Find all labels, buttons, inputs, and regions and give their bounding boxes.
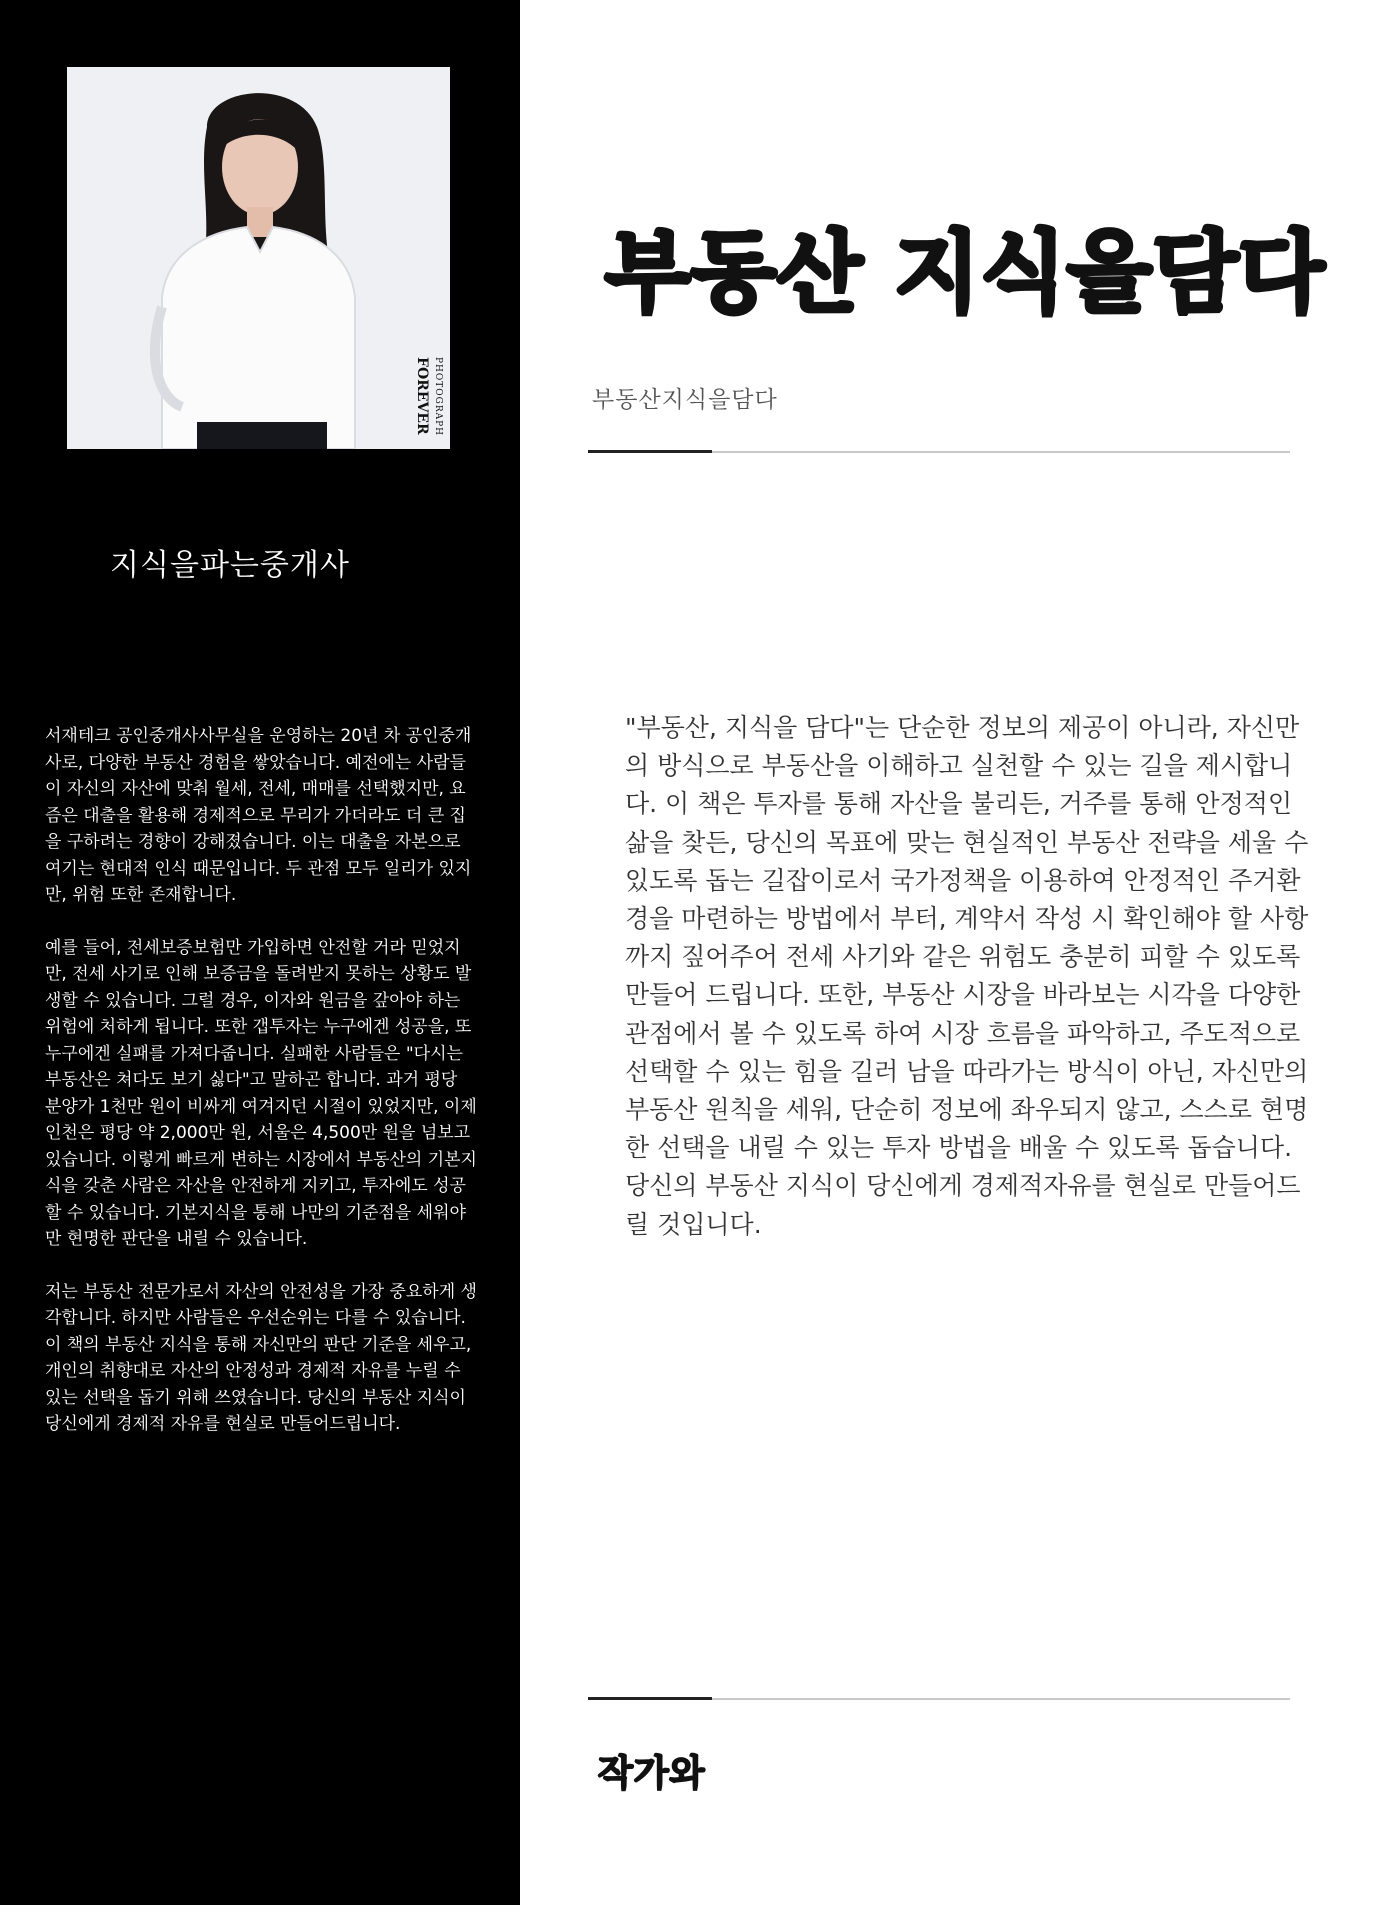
author-photo xyxy=(67,67,450,449)
top-divider xyxy=(588,451,1290,453)
watermark-line2: FOREVER xyxy=(414,357,430,435)
author-sidebar xyxy=(0,0,520,1905)
photo-watermark xyxy=(414,357,446,449)
author-name: 지식을파는중개사 xyxy=(110,548,350,583)
book-subtitle: 부동산지식을담다 xyxy=(592,387,778,413)
bio-paragraph-2: 예를 들어, 전세보증보험만 가입하면 안전할 거라 믿었지만, 전세 사기로 인해 보증금을 돌려받지 못하는 상황도 발생할 수 있습니다. 그럴 경우, 이자와 원금을 갚아야 하는 위험에 처하게 됩니다. 또한 갭투자는 누구에겐 성공을, 또 누구에겐 실패를 가져다줍니다. 실패한 사람들은 "다시는 부동산은 쳐다도 보기 싫다"고 말하곤 합니다. 과거 평당 분양가 1천만 원이 비싸게 여겨지던 시절이 있었지만, 이제 인천은 평당 약 2,000만 원, 서울은 4,500만 원을 넘보고 있습니다. 이렇게 빠르게 변하는 시장에서 부동산의 기본지식을 갖춘 사람은 자산을 안전하게 지키고, 투자에도 성공할 수 있습니다. 기본지식을 통해 나만의 기준점을 세워야만 현명한 판단을 내릴 수 있습니다. xyxy=(45,937,477,1249)
book-title: 부동산 지식을담다 xyxy=(605,221,1325,324)
watermark-line1: PHOTOGRAPH xyxy=(433,357,443,437)
bio-paragraph-3: 저는 부동산 전문가로서 자산의 안전성을 가장 중요하게 생각합니다. 하지만 사람들은 우선순위는 다를 수 있습니다. 이 책의 부동산 지식을 통해 자신만의 판단 기준을 세우고, 개인의 취향대로 자산의 안정성과 경제적 자유를 누릴 수 있는 선택을 돕기 위해 쓰였습니다. 당신의 부동산 지식이 당신에게 경제적 자유를 현실로 만들어드립니다. xyxy=(45,1281,477,1434)
book-description: "부동산, 지식을 담다"는 단순한 정보의 제공이 아니라, 자신만의 방식으로 부동산을 이해하고 실천할 수 있는 길을 제시합니다. 이 책은 투자를 통해 자산을 불리든, 거주를 통해 안정적인 삶을 찾든, 당신의 목표에 맞는 현실적인 부동산 전략을 세울 수 있도록 돕는 길잡이로서 국가정책을 이용하여 안정적인 주거환경을 마련하는 방법에서 부터, 계약서 작성 시 확인해야 할 사항까지 짚어주어 전세 사기와 같은 위험도 충분히 피할 수 있도록 만들어 드립니다. 또한, 부동산 시장을 바라보는 시각을 다양한 관점에서 볼 수 있도록 하여 시장 흐름을 파악하고, 주도적으로 선택할 수 있는 힘을 길러 남을 따라가는 방식이 아닌, 자신만의 부동산 원칙을 세워, 단순히 정보에 좌우되지 않고, 스스로 현명한 선택을 내릴 수 있는 투자 방법을 배울 수 있도록 돕습니다. 당신의 부동산 지식이 당신에게 경제적자유를 현실로 만들어드릴 것입니다. xyxy=(625,713,1309,1239)
bio-paragraph-1: 서재테크 공인중개사사무실을 운영하는 20년 차 공인중개사로, 다양한 부동산 경험을 쌓았습니다. 예전에는 사람들이 자신의 자산에 맞춰 월세, 전세, 매매를 선택했지만, 요즘은 대출을 활용해 경제적으로 무리가 가더라도 더 큰 집을 구하려는 경향이 강해졌습니다. 이는 대출을 자본으로 여기는 현대적 인식 때문입니다. 두 관점 모두 일리가 있지만, 위험 또한 존재합니다. xyxy=(45,726,472,905)
top-divider-accent xyxy=(588,450,712,453)
author-bio xyxy=(45,723,477,1464)
publisher-logo: 작가와 xyxy=(598,1753,706,1794)
bottom-divider-accent xyxy=(588,1697,712,1700)
bottom-divider xyxy=(588,1698,1290,1700)
author-portrait-image xyxy=(67,67,450,449)
